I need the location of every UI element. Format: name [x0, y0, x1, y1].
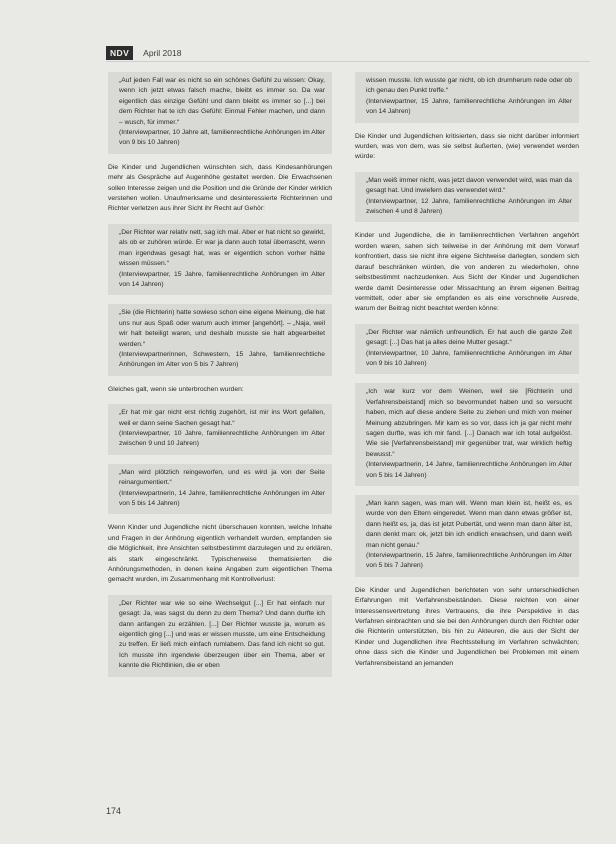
quote-block: [108, 464, 332, 515]
quote-block: [355, 495, 579, 577]
quote-text: „Er hat mir gar nicht erst richtig zugehört, ist mir ins Wort gefallen, weil er dann seine Sachen gesagt hat.“: [119, 409, 325, 427]
quote-text: „Man weiß immer nicht, was jetzt davon verwendet wird, was man da gesagt hat. Und inwiefern das verwendet wird.“: [366, 176, 572, 195]
body-paragraph: Die Kinder und Jugendlichen berichteten von sehr unterschiedlichen Erfahrungen mit Verfahrensbeiständen. Diese reichten von einer Interessensvertretung ihres Vertrauens, die ihre Perspektive in das Verfahren einbrachten und sie bei den Anhörungen durch den Richter oder die Richterin unterstützten, bis hin zu Akteuren, die aus der Sicht der Kinder und Jugendlichen ihre Rechtsstellung im Verfahren schwächten; ohne dass sich die Kinder und Jugendlichen bei Problemen mit einem Verfahrensbeistand an jemanden: [355, 586, 579, 667]
quote-block: [108, 304, 332, 375]
quote-source: (Interviewpartner, 15 Jahre, familienrechtliche Anhörungen im Alter von 14 Jahren): [366, 97, 572, 116]
quote-block: [108, 595, 332, 677]
issue-date: April 2018: [143, 48, 182, 58]
quote-block: [108, 72, 332, 154]
quote-text: „Man kann sagen, was man will. Wenn man klein ist, heißt es, es wurde von den Eltern eingeredet. Wenn man dann etwas größer ist, dann heißt es, ja, das ist jetzt Pubertät, und wenn man dann älter ist, dann denkt man: ok, jetzt bin ich endlich erwachsen, und dann weiß man nicht genau.“: [366, 500, 572, 549]
quote-source: (Interviewpartner, 12 Jahre, familienrechtliche Anhörungen im Alter zwischen 4 und 8 Jahren): [366, 197, 572, 216]
quote-block: [355, 172, 579, 223]
journal-logo: NDV: [106, 46, 133, 60]
quote-text: „Ich war kurz vor dem Weinen, weil sie [Richterin und Verfahrensbeistand] mich so bevormundet haben und so versucht haben, mich auf diese andere Seite zu ziehen und mich von meiner Meinung abzubringen. Mir kam es so vor, dass ich ja gar nicht mehr sagen durfte, was ich mir fand. [...] Danach war ich total aufgelöst. Wie sie [Verfahrensbeistand] mir gegenüber trat, war wirklich heftig bewusst.“: [366, 388, 572, 458]
quote-source: (Interviewpartner, 10 Jahre, familienrechtliche Anhörungen im Alter von 9 bis 10 Jahren): [366, 349, 572, 367]
quote-block: [355, 324, 579, 375]
quote-block: [108, 224, 332, 295]
quote-source: (Interviewpartner, 10 Jahre alt, familienrechtliche Anhörungen im Alter von 9 bis 10 Jahren): [119, 129, 325, 147]
quote-block: [355, 383, 579, 486]
quote-source: (Interviewpartnerin, 14 Jahre, familienrechtliche Anhörungen im Alter von 5 bis 14 Jahren): [366, 461, 572, 479]
left-column: [108, 72, 332, 686]
quote-source: (Interviewpartner, 10 Jahre, familienrechtliche Anhörungen im Alter zwischen 9 und 10 Jahren): [119, 429, 325, 448]
page-header: [106, 46, 181, 60]
body-paragraph: Kinder und Jugendliche, die in familienrechtlichen Verfahren angehört worden waren, sahen sich teilweise in der Anhörung mit dem Vorwurf konfrontiert, dass sie nicht ihre eigene Sichtweise darlegten, sondern sich darauf beschränken würden, die von anderen zu wiederholen, ohne selbstbestimmt nachzudenken. Aus Sicht der Kinder und Jugendlichen werde damit Desinteresse oder Missachtung an ihrem eigenen Beitrag vermittelt, oder aber sie empfanden es als eine vorschnelle Ausrede, warum der Beitrag nicht beachtet werden könne:: [355, 232, 579, 313]
page-number: 174: [106, 806, 122, 816]
quote-text: „Sie (die Richterin) hatte sowieso schon eine eigene Meinung, die hat uns nur aus Spaß oder warum auch immer [angehört]. – „Naja, weil wir halt beteiligt waren, und deshalb musste sie halt abgearbeitet werden.“: [119, 309, 325, 348]
quote-source: (Interviewpartnerinnen, Schwestern, 15 Jahre, familienrechtliche Anhörungen im Alter von 5 bis 7 Jahren): [119, 350, 325, 369]
quote-text: „Man wird plötzlich reingeworfen, und es wird ja von der Seite reinargumentiert.“: [119, 468, 325, 487]
quote-text: „Der Richter war relativ nett, sag ich mal. Aber er hat nicht so gewirkt, als ob er zuhören würde. Er war ja dann auch total überrascht, wenn man irgendwas gesagt hat, was er eigentlich schon vorher hätte wissen müssen.“: [119, 228, 325, 268]
quote-text: „Der Richter war wie so eine Wechselgut [...] Er hat einfach nur gesagt: Ja, was sagst du denn zu dem Thema? Und dann durfte ich dann anfangen zu erzählen. [...] Der Richter wusste ja, worum es eigentlich ging [...] und was er wissen musste, um eine Entscheidung zu treffen. Er ließ mich einfach rumlabern. Das fand ich nicht so gut. Ich musste ihn irgendwie überzeugen über ein Thema, aber er kannte die Richtlinien, die er eben: [119, 599, 325, 670]
quote-block: [355, 72, 579, 123]
body-paragraph: Die Kinder und Jugendlichen kritisierten, dass sie nicht darüber informiert wurden, was von dem, was sie selbst äußerten, (wie) verwendet werden würde:: [355, 132, 579, 161]
quote-source: (Interviewpartnerin, 14 Jahre, familienrechtliche Anhörungen im Alter von 5 bis 14 Jahren): [119, 489, 325, 507]
body-paragraph: Gleiches galt, wenn sie unterbrochen wurden:: [108, 385, 244, 393]
quote-text: „Der Richter war nämlich unfreundlich. Er hat auch die ganze Zeit gesagt: [...] Das hat ja alles deine Mutter gesagt.“: [366, 328, 572, 347]
quote-block: [108, 404, 332, 455]
right-column: [355, 72, 579, 678]
quote-source: (Interviewpartner, 15 Jahre, familienrechtliche Anhörungen im Alter von 14 Jahren): [119, 270, 325, 288]
quote-text: „Auf jeden Fall war es nicht so ein schönes Gefühl zu wissen: Okay, wenn ich jetzt etwas falsch mache, bleibt es immer so. Da war eigentlich das einzige Gefühl und dann bleibt es immer so [...] bei dem Richter hat te ich das Gefühl: Einmal Fehler machen, und dann – wusch, für immer.“: [119, 77, 325, 126]
body-paragraph: Die Kinder und Jugendlichen wünschten sich, dass Kindesanhörungen mehr als Gespräche auf Augenhöhe gestaltet werden. Die Erwachsenen sollen Interesse zeigen und die Position und die Gründe der Kinder wirklich verstehen wollen. Unaufmerksame und desinteressierte Richterinnen und Richter verletzen aus ihrer Sicht ihr Recht auf Gehör:: [108, 163, 332, 213]
quote-source: (Interviewpartnerin, 15 Jahre, familienrechtliche Anhörungen im Alter von 5 bis 7 Jahren): [366, 552, 572, 570]
quote-text: wissen musste. Ich wusste gar nicht, ob ich drumherum rede oder ob ich genau den Punkt treffe.“: [366, 77, 572, 95]
body-paragraph: Wenn Kinder und Jugendliche nicht überschauen konnten, welche Inhalte und Fragen in der Anhörung eigentlich verhandelt wurden, empfanden sie die Möglichkeit, ihre Ansichten selbstbestimmt darzulegen und zu erklären, als stark eingeschränkt. Typischerweise thematisierten die Anhörungsmethoden, in denen keine Angaben zum eigentlichen Thema gemacht wurden, im Zusammenhang mit Kontrollverlust:: [108, 524, 332, 584]
header-rule: [106, 61, 590, 62]
